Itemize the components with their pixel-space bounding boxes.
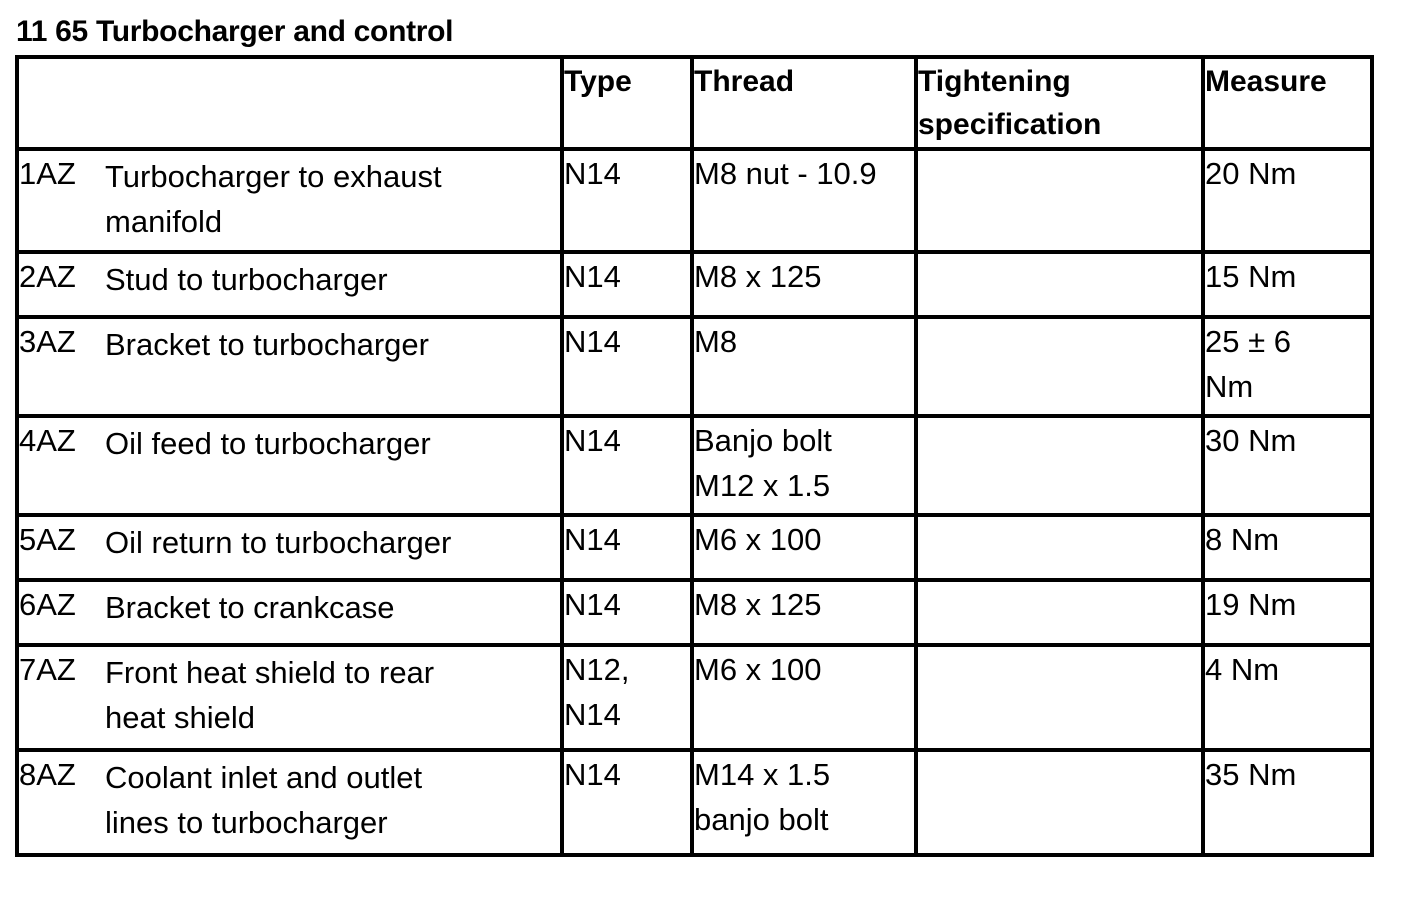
type-type-line1: N14 <box>564 156 621 191</box>
measure-measure-line1: 15 Nm <box>1205 259 1297 294</box>
table-row <box>17 750 1372 855</box>
item-cell <box>17 750 562 855</box>
item-cell <box>17 416 562 515</box>
item-cell <box>17 149 562 252</box>
table-row <box>17 515 1372 580</box>
item-description <box>105 517 525 565</box>
type-type-line1: N14 <box>564 324 621 359</box>
item-cell <box>17 252 562 317</box>
item-description-line1: Oil feed to turbocharger <box>105 426 431 461</box>
header-type: Type <box>562 57 692 149</box>
type-cell <box>562 149 692 252</box>
tightening-cell <box>916 580 1203 645</box>
measure-cell <box>1203 252 1372 317</box>
measure-cell <box>1203 580 1372 645</box>
torque-spec-table <box>15 55 1374 857</box>
table-row <box>17 580 1372 645</box>
header-tightening-line2: specification <box>918 108 1102 141</box>
measure-cell <box>1203 149 1372 252</box>
thread-cell <box>692 645 916 750</box>
thread-thread-line1: M8 <box>694 324 738 359</box>
tightening-cell <box>916 750 1203 855</box>
type-type-line1: N14 <box>564 522 621 557</box>
type-cell <box>562 317 692 416</box>
header-item <box>17 57 562 149</box>
item-code: 2AZ <box>19 259 76 294</box>
table-row <box>17 645 1372 750</box>
measure-measure-line2: Nm <box>1205 369 1254 404</box>
item-code: 5AZ <box>19 522 76 557</box>
header-thread: Thread <box>692 57 916 149</box>
thread-cell <box>692 252 916 317</box>
item-description-line2: heat shield <box>105 700 255 735</box>
item-description-line1: Oil return to turbocharger <box>105 525 452 560</box>
item-cell <box>17 645 562 750</box>
measure-measure-line1: 19 Nm <box>1205 587 1297 622</box>
item-description-line1: Stud to turbocharger <box>105 262 388 297</box>
table-row <box>17 416 1372 515</box>
thread-thread-line2: M12 x 1.5 <box>694 468 831 503</box>
measure-measure-line1: 20 Nm <box>1205 156 1297 191</box>
measure-measure-line1: 30 Nm <box>1205 423 1297 458</box>
thread-thread-line1: Banjo bolt <box>694 423 832 458</box>
tightening-cell <box>916 515 1203 580</box>
tightening-cell <box>916 149 1203 252</box>
measure-cell <box>1203 750 1372 855</box>
measure-cell <box>1203 317 1372 416</box>
type-type-line1: N14 <box>564 259 621 294</box>
table-row <box>17 252 1372 317</box>
item-description-line1: Coolant inlet and outlet <box>105 760 423 795</box>
item-cell <box>17 580 562 645</box>
item-code: 1AZ <box>19 156 76 191</box>
item-description-line2: lines to turbocharger <box>105 805 388 840</box>
item-description <box>105 151 525 244</box>
item-description-line1: Turbocharger to exhaust <box>105 159 442 194</box>
thread-thread-line1: M8 x 125 <box>694 587 822 622</box>
table-row <box>17 149 1372 252</box>
tightening-cell <box>916 252 1203 317</box>
item-description-line1: Bracket to crankcase <box>105 590 395 625</box>
item-description <box>105 647 525 740</box>
thread-thread-line1: M6 x 100 <box>694 522 822 557</box>
item-description-line2: manifold <box>105 204 223 239</box>
tightening-cell <box>916 416 1203 515</box>
thread-thread-line1: M8 x 125 <box>694 259 822 294</box>
type-type-line1: N14 <box>564 587 621 622</box>
type-cell <box>562 252 692 317</box>
measure-measure-line1: 4 Nm <box>1205 652 1280 687</box>
item-cell <box>17 317 562 416</box>
measure-cell <box>1203 645 1372 750</box>
thread-cell <box>692 416 916 515</box>
tightening-cell <box>916 317 1203 416</box>
thread-thread-line2: banjo bolt <box>694 802 829 837</box>
measure-measure-line1: 25 ± 6 <box>1205 324 1291 359</box>
measure-cell <box>1203 515 1372 580</box>
thread-thread-line1: M14 x 1.5 <box>694 757 831 792</box>
type-type-line2: N14 <box>564 697 621 732</box>
item-code: 8AZ <box>19 757 76 792</box>
thread-cell <box>692 580 916 645</box>
item-description <box>105 582 525 630</box>
item-code: 3AZ <box>19 324 76 359</box>
header-tightening-line1: Tightening <box>918 65 1071 98</box>
item-description-line1: Bracket to turbocharger <box>105 327 429 362</box>
type-cell <box>562 645 692 750</box>
header-measure: Measure <box>1203 57 1372 149</box>
thread-cell <box>692 149 916 252</box>
table-row <box>17 317 1372 416</box>
item-description <box>105 752 525 845</box>
thread-thread-line1: M6 x 100 <box>694 652 822 687</box>
type-cell <box>562 580 692 645</box>
measure-measure-line1: 8 Nm <box>1205 522 1280 557</box>
measure-cell <box>1203 416 1372 515</box>
item-code: 4AZ <box>19 423 76 458</box>
tightening-cell <box>916 645 1203 750</box>
type-cell <box>562 515 692 580</box>
type-cell <box>562 416 692 515</box>
item-description <box>105 254 525 302</box>
item-description-line1: Front heat shield to rear <box>105 655 435 690</box>
thread-cell <box>692 317 916 416</box>
thread-cell <box>692 750 916 855</box>
type-cell <box>562 750 692 855</box>
measure-measure-line1: 35 Nm <box>1205 757 1297 792</box>
item-cell <box>17 515 562 580</box>
thread-thread-line1: M8 nut - 10.9 <box>694 156 877 191</box>
item-description <box>105 319 525 367</box>
table-header-row <box>17 57 1372 149</box>
page-title: 11 65 Turbocharger and control <box>16 15 454 48</box>
header-tightening-specification <box>916 57 1203 149</box>
type-type-line1: N14 <box>564 757 621 792</box>
thread-cell <box>692 515 916 580</box>
item-description <box>105 418 525 466</box>
type-type-line1: N12, <box>564 652 630 687</box>
item-code: 7AZ <box>19 652 76 687</box>
item-code: 6AZ <box>19 587 76 622</box>
type-type-line1: N14 <box>564 423 621 458</box>
